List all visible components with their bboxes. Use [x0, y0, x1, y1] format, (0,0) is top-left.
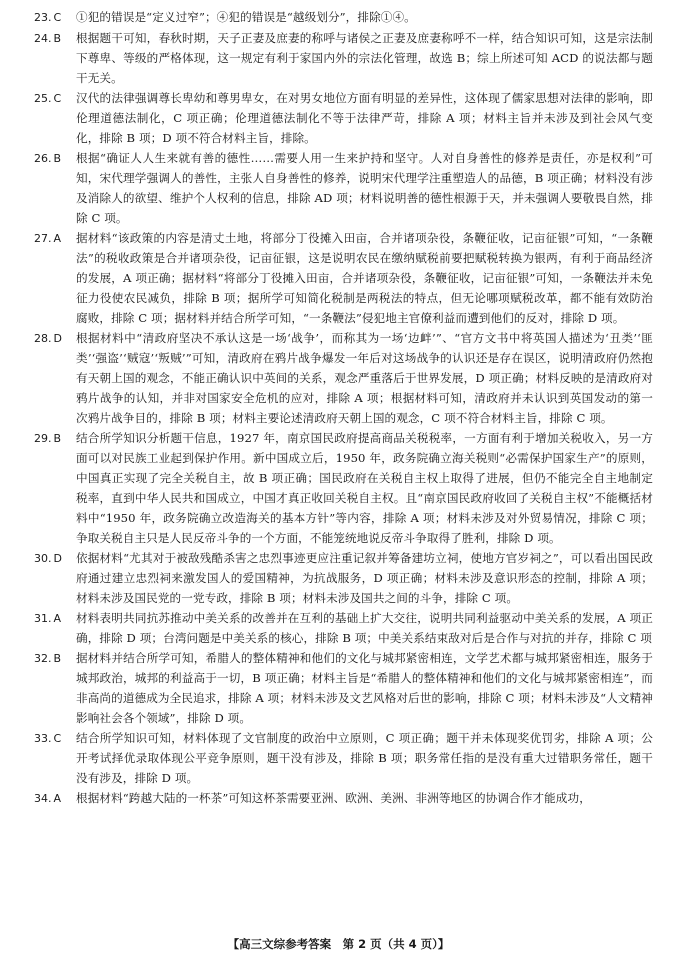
question-number: 25. — [34, 92, 52, 105]
answer-letter: A — [53, 792, 62, 805]
answer-explanation: 据材料并结合所学可知，希腊人的整体精神和他们的文化与城邦紧密相连，文学艺术都与城邦紧密相连，服务于城邦政治，城邦的利益高于一切，B 项正确；材料主旨是“希腊人的整体精神和他们的文化与城邦紧密相连”，而非高尚的道德成为全民追求，排除 A 项；材料未涉及文艺风格对后世的影响，排除 C 项；材料未涉及“人文精神影响社会各个领域”，排除 D 项。 — [76, 651, 653, 725]
question-number: 28. — [34, 332, 52, 345]
question-number: 23. — [34, 11, 52, 24]
answer-list — [34, 7, 653, 809]
answer-explanation: 根据“确证人人生来就有善的德性……需要人用一生来护持和坚守。人对自身善性的修养是责任，亦是权利”可知，宋代理学强调人的善性，主张人自身善性的修养，说明宋代理学注重塑造人的品德，B 项正确；材料没有涉及消除人的欲望、维护个人权利的信息，排除 AD 项；材料说明善的德性根源于天，并未强调人要敬畏自然，排除 C 项。 — [76, 151, 653, 225]
answer-item — [34, 648, 653, 728]
answer-letter: D — [53, 552, 62, 565]
answer-letter: B — [53, 432, 62, 445]
answer-letter: B — [53, 32, 62, 45]
question-number: 30. — [34, 552, 52, 565]
answer-letter: C — [53, 92, 62, 105]
question-number: 32. — [34, 652, 52, 665]
answer-explanation: 结合所学知识可知，材料体现了文官制度的政治中立原则，C 项正确；题干并未体现奖优罚劣，排除 A 项；公开考试择优录取体现公平竞争原则，题干没有涉及，排除 B 项；职务常任指的是没有重大过错职务常任，题干没有涉及，排除 D 项。 — [76, 731, 653, 785]
answer-letter: A — [53, 232, 62, 245]
question-number: 34. — [34, 792, 52, 805]
answer-explanation: 结合所学知识分析题干信息，1927 年，南京国民政府提高商品关税税率，一方面有利于增加关税收入，另一方面可以对民族工业起到保护作用。新中国成立后，1950 年，政务院确立海关税则“必需保护国家生产”的原则，中国真正实现了完全关税自主，故 B 项正确；国民政府在关税自主权上取得了进展，但仍不能完全自主地制定税率，直到中华人民共和国成立，中国才真正收回关税自主权。且“南京国民政府收回了关税自主权”不能概括材料中“1950 年，政务院确立改造海关的基本方针”等内容，排除 A 项；材料未涉及对外贸易情况，排除 C 项；争取关税自主只是人民反帝斗争的一个方面，不能笼统地说反帝斗争取得了胜利，排除 D 项。 — [76, 431, 653, 545]
answer-label — [34, 7, 76, 28]
answer-explanation: 根据材料“跨越大陆的一杯茶”可知这杯茶需要亚洲、欧洲、美洲、非洲等地区的协调合作才能成功， — [76, 791, 591, 805]
answer-label — [34, 788, 76, 809]
answer-explanation: 据材料“该政策的内容是清丈土地，将部分丁役摊入田亩，合并诸项杂役，条鞭征收，记亩征银”可知，“一条鞭法”的税收政策是合并诸项杂役，记亩征银，这是说明农民在缴纳赋税前要把赋税转换为银两，有利于商品经济的发展，A 项正确；据材料“将部分丁役摊入田亩，合并诸项杂役，条鞭征收，记亩征银”可知，一条鞭法并未免征力役使农民减负，排除 B 项；据所学可知简化税制是两税法的特点，但无论哪项赋税改革，都不能有效防治腐败，排除 C 项；据材料并结合所学可知，“一条鞭法”侵犯地主官僚利益而遭到他们的反对，排除 D 项。 — [76, 231, 653, 325]
answer-explanation: 汉代的法律强调尊长卑幼和尊男卑女，在对男女地位方面有明显的差异性，这体现了儒家思想对法律的影响，即伦理道德法制化，C 项正确；伦理道德法制化不等于法律严苛，排除 A 项；材料主旨并未涉及到社会风气变化，排除 B 项；D 项不符合材料主旨，排除。 — [76, 91, 653, 145]
answer-letter: C — [53, 11, 62, 24]
question-number: 33. — [34, 732, 52, 745]
answer-item — [34, 548, 653, 608]
page-footer: 【高三文综参考答案 第 2 页（共 4 页）】 — [227, 937, 450, 951]
answer-letter: D — [53, 332, 62, 345]
question-number: 31. — [34, 612, 52, 625]
answer-label — [34, 148, 76, 228]
answer-explanation: ①犯的错误是“定义过窄”；④犯的错误是“越级划分”，排除①④。 — [76, 10, 416, 24]
answer-letter: A — [53, 612, 62, 625]
answer-explanation: 材料表明共同抗苏推动中美关系的改善并在互利的基础上扩大交往，说明共同利益驱动中美关系的发展，A 项正确，排除 D 项；台湾问题是中美关系的核心，排除 B 项；中美关系结束敌对后是合作与对抗的并存，排除 C 项 — [76, 611, 653, 645]
answer-item — [34, 788, 653, 809]
answer-letter: B — [53, 152, 62, 165]
answer-label — [34, 328, 76, 428]
answer-item — [34, 7, 653, 28]
answer-item — [34, 228, 653, 328]
answer-item — [34, 728, 653, 788]
answer-explanation: 依据材料“尤其对于被敌残酷杀害之忠烈事迹更应注重记叙并筹备建坊立祠，使地方官岁祠之”，可以看出国民政府通过建立忠烈祠来激发国人的爱国精神，为抗战服务，D 项正确；材料未涉及意识形态的控制，排除 A 项；材料未涉及国民党的一党专政，排除 B 项；材料未涉及国共之间的斗争，排除 C 项。 — [76, 551, 653, 605]
answer-letter: B — [53, 652, 62, 665]
answer-label — [34, 88, 76, 148]
answer-explanation: 根据材料中“清政府坚决不承认这是一场‘战争’，而称其为一场‘边衅’”、“官方文书中将英国人描述为‘丑类’‘匪类’‘强盗’‘贼寇’‘叛贼’”可知，清政府在鸦片战争爆发一年后对这场战争的认识还是存在误区，说明清政府仍然抱有天朝上国的观念，不能正确认识中英间的关系，观念严重落后于世界发展，D 项正确；材料反映的是清政府对鸦片战争的认知，并非对国家安全危机的应对，排除 A 项；根据材料可知，清政府并未认识到英国发动的第一次鸦片战争目的，排除 B 项；材料主要论述清政府天朝上国的观念，C 项不符合材料主旨，排除 C 项。 — [76, 331, 653, 425]
answer-label — [34, 608, 76, 648]
answer-label — [34, 728, 76, 788]
answer-item — [34, 148, 653, 228]
answer-item — [34, 328, 653, 428]
answer-item — [34, 428, 653, 548]
answer-item — [34, 28, 653, 88]
answer-label — [34, 648, 76, 728]
answer-label — [34, 428, 76, 548]
answer-label — [34, 228, 76, 328]
question-number: 29. — [34, 432, 52, 445]
question-number: 24. — [34, 32, 52, 45]
answer-label — [34, 548, 76, 608]
answer-item — [34, 608, 653, 648]
answer-label — [34, 28, 76, 88]
answer-letter: C — [53, 732, 62, 745]
answer-explanation: 根据题干可知，春秋时期，天子正妻及庶妻的称呼与诸侯之正妻及庶妻称呼不一样，结合知识可知，这是宗法制下尊卑、等级的严格体现，这一规定有利于家国内外的宗法化管理，故选 B；综上所述可知 ACD 的说法都与题干无关。 — [76, 31, 653, 85]
question-number: 27. — [34, 232, 52, 245]
question-number: 26. — [34, 152, 52, 165]
answer-item — [34, 88, 653, 148]
